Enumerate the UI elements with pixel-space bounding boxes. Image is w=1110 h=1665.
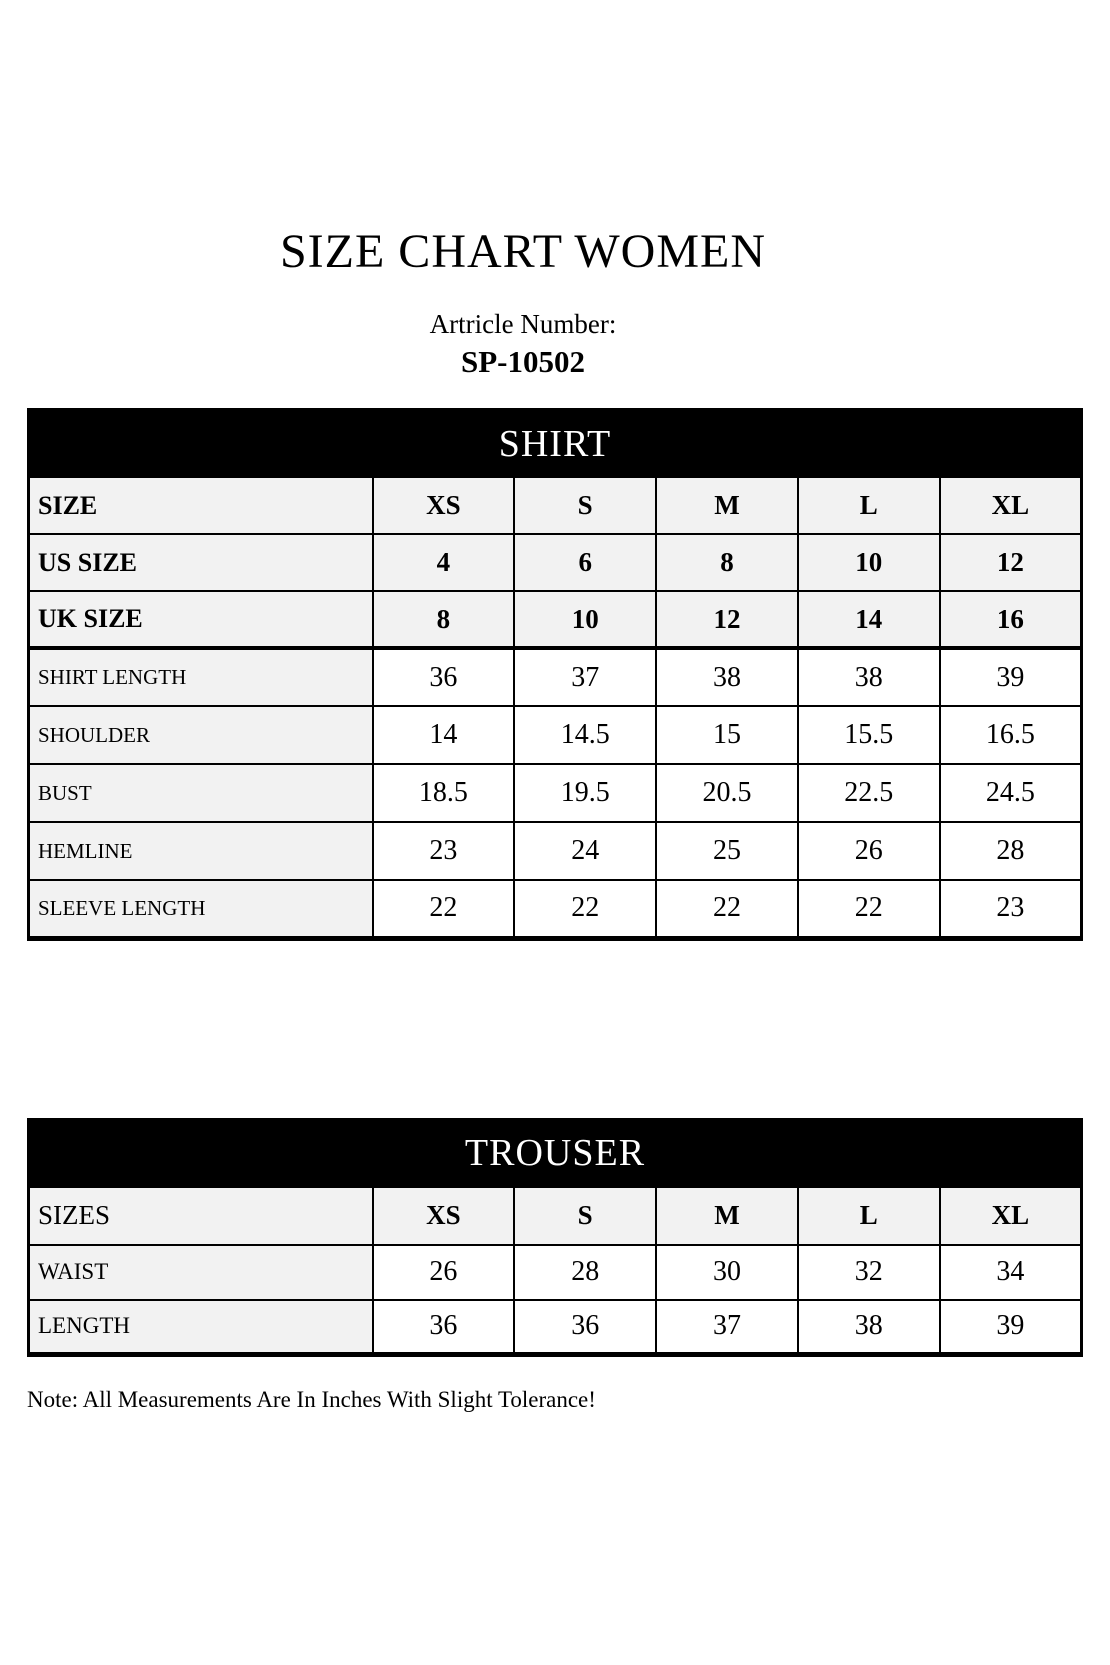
value-cell: L	[798, 477, 940, 534]
value-cell: 38	[656, 648, 798, 706]
value-cell: 16.5	[940, 706, 1082, 764]
value-cell: 36	[514, 1300, 656, 1355]
page-title: SIZE CHART WOMEN	[279, 225, 766, 278]
value-cell: 37	[514, 648, 656, 706]
table-row-sizes	[29, 1187, 1082, 1245]
value-cell: 14	[798, 591, 940, 648]
value-cell: 8	[656, 534, 798, 591]
value-cell: 20.5	[656, 764, 798, 822]
row-label: SIZE	[29, 477, 373, 534]
value-cell: 14.5	[514, 706, 656, 764]
table-row-sleeve-length	[29, 880, 1082, 938]
value-cell: 28	[940, 822, 1082, 880]
value-cell: 8	[373, 591, 515, 648]
measurement-note: Note: All Measurements Are In Inches With Slight Tolerance!	[27, 1387, 596, 1412]
value-cell: XL	[940, 1187, 1082, 1245]
value-cell: 39	[940, 648, 1082, 706]
value-cell: 12	[656, 591, 798, 648]
value-cell: S	[514, 477, 656, 534]
value-cell: 15	[656, 706, 798, 764]
value-cell: M	[656, 1187, 798, 1245]
value-cell: XS	[373, 1187, 515, 1245]
table-row-shoulder	[29, 706, 1082, 764]
value-cell: 22	[514, 880, 656, 938]
value-cell: 22	[798, 880, 940, 938]
value-cell: XL	[940, 477, 1082, 534]
value-cell: 15.5	[798, 706, 940, 764]
row-label: SHOULDER	[29, 706, 373, 764]
value-cell: 12	[940, 534, 1082, 591]
document-header	[0, 0, 1046, 380]
value-cell: 22	[373, 880, 515, 938]
shirt-table-header-row	[29, 410, 1082, 478]
value-cell: 36	[373, 648, 515, 706]
value-cell: 10	[514, 591, 656, 648]
value-cell: 28	[514, 1245, 656, 1300]
row-label: LENGTH	[29, 1300, 373, 1355]
value-cell: 39	[940, 1300, 1082, 1355]
value-cell: 23	[940, 880, 1082, 938]
table-row-waist	[29, 1245, 1082, 1300]
value-cell: 22	[656, 880, 798, 938]
value-cell: XS	[373, 477, 515, 534]
row-label: SLEEVE LENGTH	[29, 880, 373, 938]
value-cell: 34	[940, 1245, 1082, 1300]
value-cell: 37	[656, 1300, 798, 1355]
table-row-shirt-length	[29, 648, 1082, 706]
value-cell: 18.5	[373, 764, 515, 822]
value-cell: 24	[514, 822, 656, 880]
value-cell: 36	[373, 1300, 515, 1355]
value-cell: 26	[798, 822, 940, 880]
row-label: HEMLINE	[29, 822, 373, 880]
value-cell: 38	[798, 648, 940, 706]
shirt-size-table	[27, 408, 1083, 941]
row-label: WAIST	[29, 1245, 373, 1300]
trouser-table-title: TROUSER	[29, 1119, 1082, 1187]
article-number-value: SP-10502	[461, 344, 585, 379]
row-label: SIZES	[29, 1187, 373, 1245]
value-cell: 6	[514, 534, 656, 591]
value-cell: 24.5	[940, 764, 1082, 822]
article-number-label: Artricle Number:	[429, 309, 617, 339]
table-row-hemline	[29, 822, 1082, 880]
value-cell: 25	[656, 822, 798, 880]
value-cell: 4	[373, 534, 515, 591]
row-label: BUST	[29, 764, 373, 822]
row-label: SHIRT LENGTH	[29, 648, 373, 706]
table-row-us-size	[29, 534, 1082, 591]
value-cell: 14	[373, 706, 515, 764]
value-cell: 23	[373, 822, 515, 880]
value-cell: 38	[798, 1300, 940, 1355]
value-cell: 19.5	[514, 764, 656, 822]
value-cell: 26	[373, 1245, 515, 1300]
shirt-table-title: SHIRT	[29, 410, 1082, 478]
row-label: UK SIZE	[29, 591, 373, 648]
value-cell: 16	[940, 591, 1082, 648]
table-row-size	[29, 477, 1082, 534]
value-cell: 22.5	[798, 764, 940, 822]
value-cell: L	[798, 1187, 940, 1245]
trouser-table-header-row	[29, 1119, 1082, 1187]
value-cell: 30	[656, 1245, 798, 1300]
row-label: US SIZE	[29, 534, 373, 591]
table-row-uk-size	[29, 591, 1082, 648]
value-cell: S	[514, 1187, 656, 1245]
table-row-bust	[29, 764, 1082, 822]
table-row-length	[29, 1300, 1082, 1355]
trouser-size-table	[27, 1118, 1083, 1358]
value-cell: 10	[798, 534, 940, 591]
value-cell: M	[656, 477, 798, 534]
value-cell: 32	[798, 1245, 940, 1300]
